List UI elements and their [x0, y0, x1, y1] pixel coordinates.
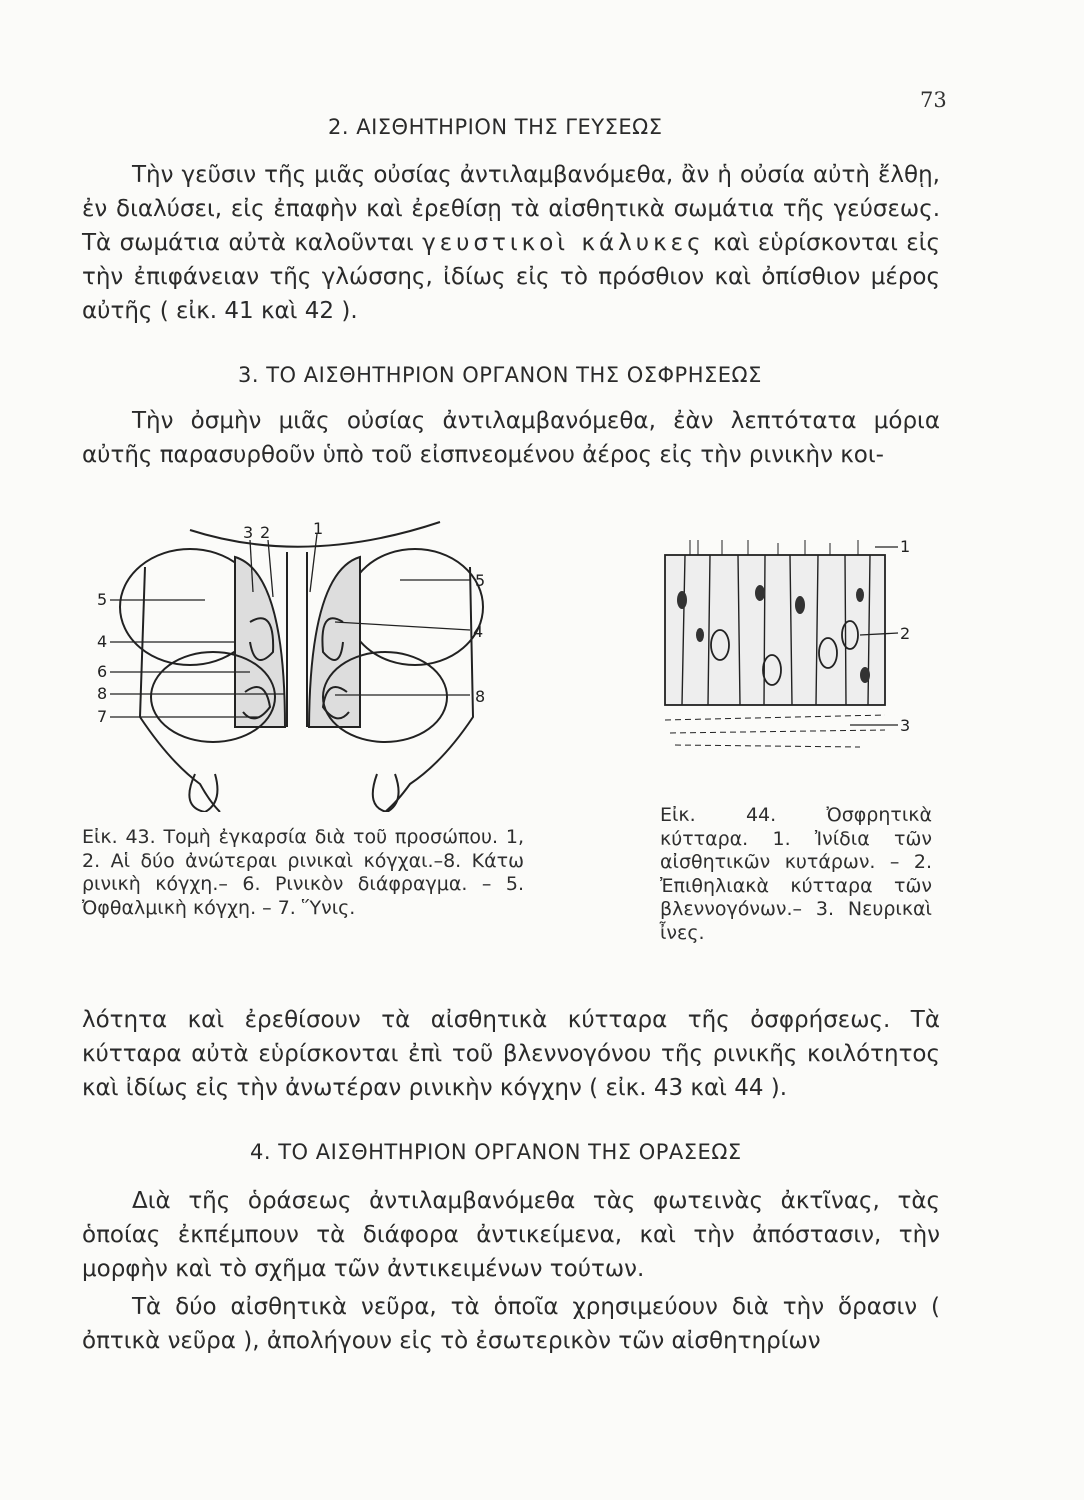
figure-43-diagram — [85, 512, 505, 812]
fig43-label-left-7: 7 — [97, 707, 108, 726]
section-2-heading: 2. ΑΙΣΘΗΤΗΡΙΟΝ ΤΗΣ ΓΕΥΣΕΩΣ — [328, 115, 663, 139]
fig43-label-top-3: 3 — [243, 523, 254, 542]
section-3-paragraph: Τὴν ὀσμὴν μιᾶς οὐσίας ἀντιλαμβανόμεθα, ἐὰν λεπτότατα μόρια αὐτῆς παρασυρθοῦν ὑπὸ τοῦ εἰσπνεομένου ἀέρος εἰς τὴν ρινικὴν κοι- — [82, 408, 940, 468]
fig43-label-left-8: 8 — [97, 684, 108, 703]
right-tooth — [373, 774, 399, 812]
fig43-label-right-4: 4 — [473, 622, 484, 641]
cilia — [690, 540, 858, 555]
fig43-label-left-4: 4 — [97, 632, 108, 651]
section-4-heading: 4. ΤΟ ΑΙΣΘΗΤΗΡΙΟΝ ΟΡΓΑΝΟΝ ΤΗΣ ΟΡΑΣΕΩΣ — [250, 1140, 742, 1164]
section-4-paragraph-1: Διὰ τῆς ὁράσεως ἀντιλαμβανόμεθα τὰς φωτεινὰς ἀκτῖνας, τὰς ὁποίας ἐκπέμπουν τὰ διάφορα ἀντικείμενα, καὶ τὴν ἀπόστασιν, τὴν μορφὴν καὶ τὸ σχῆμα τῶν ἀντικειμένων τούτων. — [82, 1188, 940, 1282]
fig43-label-top-2: 2 — [260, 523, 271, 542]
left-tooth — [189, 774, 217, 812]
fig44-label-2: 2 — [900, 624, 911, 643]
right-orbit — [347, 549, 486, 665]
left-nasal-cavity — [235, 557, 285, 727]
section-2-paragraph — [82, 158, 940, 328]
term-gustatory-buds: γευστικοὶ κάλυκες — [422, 230, 705, 256]
section-2-text-b: καὶ εὑρίσκονται εἰς τὴν ἐπιφάνειαν τῆς γλώσσης, ἰδίως εἰς τὸ πρόσθιον καὶ ὀπίσθιον μέρος αὐτῆς ( εἰκ. 41 καὶ 42 ). — [82, 230, 940, 324]
fig43-label-left-6: 6 — [97, 662, 108, 681]
fig43-label-top-1: 1 — [313, 519, 324, 538]
fig43-label-right-5: 5 — [475, 571, 486, 590]
figure-43-caption: Εἰκ. 43. Τομὴ ἐγκαρσία διὰ τοῦ προσώπου. 1, 2. Αἱ δύο ἀνώτεραι ρινικαὶ κόγχαι.–8. Κάτω ρινικὴ κόγχη.– 6. Ρινικὸν διάφραγμα. – 5. Ὀφθαλμικὴ κόγχη. – 7. Ὕνις. — [82, 826, 524, 919]
section-3-continuation: λότητα καὶ ἐρεθίσουν τὰ αἰσθητικὰ κύτταρα τῆς ὀσφρήσεως. Τὰ κύτταρα αὐτὰ εὑρίσκονται ἐπὶ τοῦ βλεννογόνου τῆς ρινικῆς κοιλότητος καὶ ἰδίως εἰς τὴν ἀνωτέραν ρινικὴν κόγχην ( εἰκ. 43 καὶ 44 ). — [82, 1007, 940, 1101]
fig43-label-left-5: 5 — [97, 590, 108, 609]
septum — [287, 552, 307, 727]
right-nasal-cavity — [309, 557, 360, 727]
section-4-paragraph-2: Τὰ δύο αἰσθητικὰ νεῦρα, τὰ ὁποῖα χρησιμεύουν διὰ τὴν ὅρασιν ( ὀπτικὰ νεῦρα ), ἀπολήγουν εἰς τὸ ἐσωτερικὸν τῶν αἰσθητηρίων — [82, 1294, 940, 1354]
page-number: 73 — [920, 88, 947, 112]
nerve-fibers — [665, 715, 885, 747]
section-3-heading: 3. ΤΟ ΑΙΣΘΗΤΗΡΙΟΝ ΟΡΓΑΝΟΝ ΤΗΣ ΟΣΦΡΗΣΕΩΣ — [238, 363, 762, 387]
fig44-label-1: 1 — [900, 537, 911, 556]
figure-44-caption: Εἰκ. 44. Ὀσφρητικὰ κύτταρα. 1. Ἰνίδια τῶν αἰσθητικῶν κυτάρων. – 2. Ἐπιθηλιακὰ κύτταρα τῶν βλεννογόνων.– 3. Νευρικαὶ ἶνες. — [660, 804, 932, 944]
fig44-label-3: 3 — [900, 716, 911, 735]
figure-44-diagram — [660, 535, 920, 765]
section-2-text-a: Τὴν γεῦσιν τῆς μιᾶς οὐσίας ἀντιλαμβανόμεθα, ἂν ἡ οὐσία αὐτὴ ἔλθῃ, ἐν διαλύσει, εἰς ἐπαφὴν καὶ ἐρεθίσῃ τὰ αἰσθητικὰ σωμάτια τῆς γεύσεως. Τὰ σωμάτια αὐτὰ καλοῦνται — [82, 162, 940, 256]
fig43-label-right-8: 8 — [475, 687, 486, 706]
